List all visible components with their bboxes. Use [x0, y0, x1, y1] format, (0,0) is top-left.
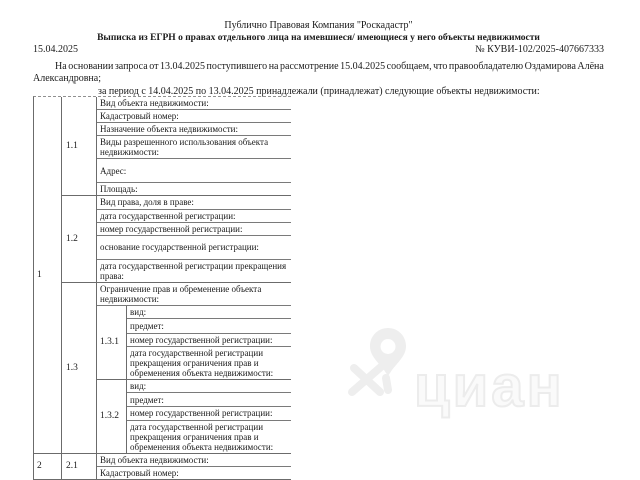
field-label: Площадь:: [100, 184, 138, 195]
document-date: 15.04.2025: [33, 44, 78, 55]
field-label: Вид объекта недвижимости:: [97, 454, 291, 467]
section-number-cell: 1.2: [62, 196, 97, 281]
section-number-cell: 2.1: [62, 454, 97, 479]
field-label: Кадастровый номер:: [100, 467, 179, 478]
map-pin-icon: [352, 328, 406, 392]
subsection-1-3-2: [97, 380, 291, 452]
section-number-cell: 1.3: [62, 283, 97, 453]
table-row: [34, 454, 291, 479]
table-row: [34, 97, 291, 454]
document-title: Выписка из ЕГРН о правах отдельного лица на имевшиеся/ имеющиеся у него объекты недвижимости: [97, 33, 540, 43]
meta-row: [33, 44, 604, 55]
field-label: номер государственной регистрации:: [127, 407, 291, 420]
row-number-cell: 1: [34, 97, 62, 453]
section-1-1: [62, 97, 291, 196]
field-label: Назначение объекта недвижимости:: [97, 123, 291, 136]
field-label: дата государственной регистрации прекращения ограничения прав и обременения объекта недвижимости:: [130, 348, 274, 379]
document-number: № КУВИ-102/2025-407667333: [475, 44, 604, 55]
subsection-1-3-1: [97, 306, 291, 380]
section-2-1: [62, 454, 291, 479]
section-1-3: [62, 283, 291, 453]
restrictions-header: Ограничение прав и обременение объекта недвижимости:: [97, 283, 291, 306]
field-label: вид:: [127, 380, 291, 393]
field-label: номер государственной регистрации:: [127, 334, 291, 347]
section-1-2: [62, 196, 291, 282]
intro-paragraph: [33, 61, 604, 97]
field-label: Кадастровый номер:: [97, 110, 291, 123]
cian-watermark: [342, 320, 592, 420]
watermark-text: циан: [414, 354, 565, 419]
document-header: [33, 20, 604, 55]
subsection-number-cell: 1.3.2: [97, 380, 127, 452]
intro-line-3: за период с 14.04.2025 по 13.04.2025 принадлежали (принадлежат) следующие объекты недвижимости:: [98, 85, 540, 97]
section-number-cell: 1.1: [62, 97, 97, 195]
field-label: Виды разрешенного использования объекта недвижимости:: [97, 136, 291, 159]
property-form-table: [33, 96, 291, 480]
field-label: Вид права, доля в праве:: [97, 196, 291, 209]
intro-line-2: Александровна;: [33, 72, 101, 84]
field-label: дата государственной регистрации прекращения ограничения прав и обременения объекта недвижимости:: [130, 421, 274, 452]
field-label: Адрес:: [97, 159, 291, 183]
field-label: дата государственной регистрации прекращения права:: [100, 260, 287, 281]
company-name: Публично Правовая Компания "Роскадастр": [224, 20, 413, 31]
subsection-number-cell: 1.3.1: [97, 306, 127, 379]
field-label: дата государственной регистрации:: [97, 210, 291, 223]
field-label: номер государственной регистрации:: [97, 223, 291, 236]
field-label: предмет:: [127, 393, 291, 407]
field-label: Вид объекта недвижимости:: [97, 97, 291, 110]
row-number-cell: 2: [34, 454, 62, 479]
intro-line-1: На основании запроса от 13.04.2025 поступившего на рассмотрение 15.04.2025 сообщаем, что правообладателю Оздамирова Алёна: [55, 61, 604, 72]
field-label: вид:: [127, 306, 291, 319]
field-label: предмет:: [127, 319, 291, 334]
field-label: основание государственной регистрации:: [97, 236, 291, 260]
